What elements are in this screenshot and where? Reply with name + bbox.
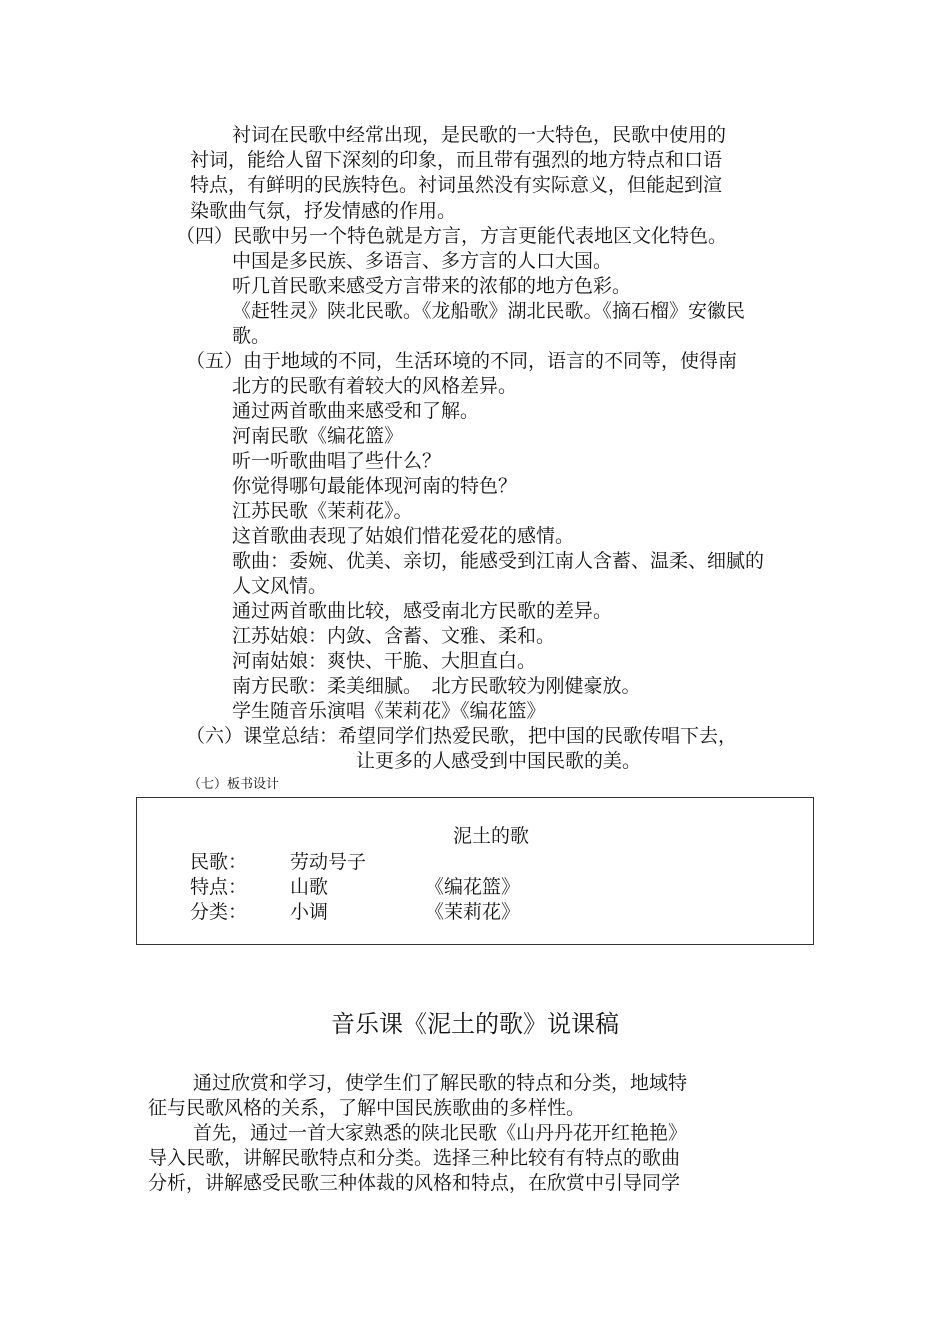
board-value-work-song: 劳动号子: [290, 851, 367, 873]
paragraph-line: 听一听歌曲唱了些什么？: [232, 450, 442, 472]
paragraph-line: 特点，有鲜明的民族特色。衬词虽然没有实际意义，但能起到渲: [190, 174, 723, 196]
paragraph-line: 江苏民歌《茉莉花》。: [232, 500, 413, 522]
essay-line: 征与民歌风格的关系，了解中国民族歌曲的多样性。: [148, 1097, 586, 1119]
paragraph-line: 《赶牲灵》陕北民歌。《龙船歌》湖北民歌。《摘石榴》安徽民: [232, 300, 746, 322]
paragraph-line: 你觉得哪句最能体现河南的特色？: [232, 475, 518, 497]
paragraph-line: 让更多的人感受到中国民歌的美。: [356, 750, 642, 772]
paragraph-line: 学生随音乐演唱《茉莉花》《编花篮》: [232, 700, 546, 722]
paragraph-line: 通过两首歌曲比较，感受南北方民歌的差异。: [232, 600, 613, 622]
board-title: 泥土的歌: [453, 825, 530, 847]
section-four-line: （四）民歌中另一个特色就是方言，方言更能代表地区文化特色。: [176, 225, 728, 247]
paragraph-line: 歌。: [232, 325, 271, 347]
board-value-mountain-song: 山歌: [290, 876, 329, 898]
board-label-categories: 分类：: [190, 901, 248, 923]
board-design-box: [136, 797, 814, 945]
board-song-bianhualan: 《编花篮》: [425, 876, 521, 898]
paragraph-line: 南方民歌：柔美细腻。 北方民歌较为刚健豪放。: [232, 675, 641, 697]
paragraph-line: 歌曲：委婉、优美、亲切，能感受到江南人含蓄、温柔、细腻的: [232, 550, 765, 572]
paragraph-line: 染歌曲气氛，抒发情感的作用。: [190, 200, 457, 222]
paragraph-line: 中国是多民族、多语言、多方言的人口大国。: [232, 250, 613, 272]
paragraph-line: 北方的民歌有着较大的风格差异。: [232, 375, 518, 397]
section-five-line: （五）由于地域的不同，生活环境的不同，语言的不同等，使得南: [186, 350, 738, 372]
board-label-features: 特点：: [190, 876, 248, 898]
essay-line: 首先，通过一首大家熟悉的陕北民歌《山丹丹花开红艳艳》: [193, 1122, 688, 1144]
section-six-line: （六）课堂总结：希望同学们热爱民歌，把中国的民歌传唱下去，: [186, 725, 738, 747]
paragraph-line: 听几首民歌来感受方言带来的浓郁的地方色彩。: [232, 275, 632, 297]
essay-line: 分析，讲解感受民歌三种体裁的风格和特点，在欣赏中引导同学: [148, 1172, 681, 1194]
board-value-ditty: 小调: [290, 901, 329, 923]
board-song-molihua: 《茉莉花》: [425, 901, 521, 923]
essay-line: 导入民歌，讲解民歌特点和分类。选择三种比较有有特点的歌曲: [148, 1147, 681, 1169]
board-label-folk-song: 民歌：: [190, 851, 248, 873]
paragraph-line: 衬词在民歌中经常出现，是民歌的一大特色，民歌中使用的: [232, 124, 727, 146]
board-design-heading: （七）板书设计: [188, 777, 280, 792]
paragraph-line: 江苏姑娘：内敛、含蓄、文雅、柔和。: [232, 625, 556, 647]
paragraph-line: 人文风情。: [232, 575, 328, 597]
paragraph-line: 通过两首歌曲来感受和了解。: [232, 400, 480, 422]
paragraph-line: 河南民歌《编花篮》: [232, 425, 404, 447]
essay-title: 音乐课《泥土的歌》说课稿: [331, 1010, 619, 1038]
paragraph-line: 河南姑娘：爽快、干脆、大胆直白。: [232, 650, 537, 672]
paragraph-line: 这首歌曲表现了姑娘们惜花爱花的感情。: [232, 525, 575, 547]
essay-line: 通过欣赏和学习，使学生们了解民歌的特点和分类，地域特: [193, 1072, 688, 1094]
paragraph-line: 衬词，能给人留下深刻的印象，而且带有强烈的地方特点和口语: [190, 149, 723, 171]
